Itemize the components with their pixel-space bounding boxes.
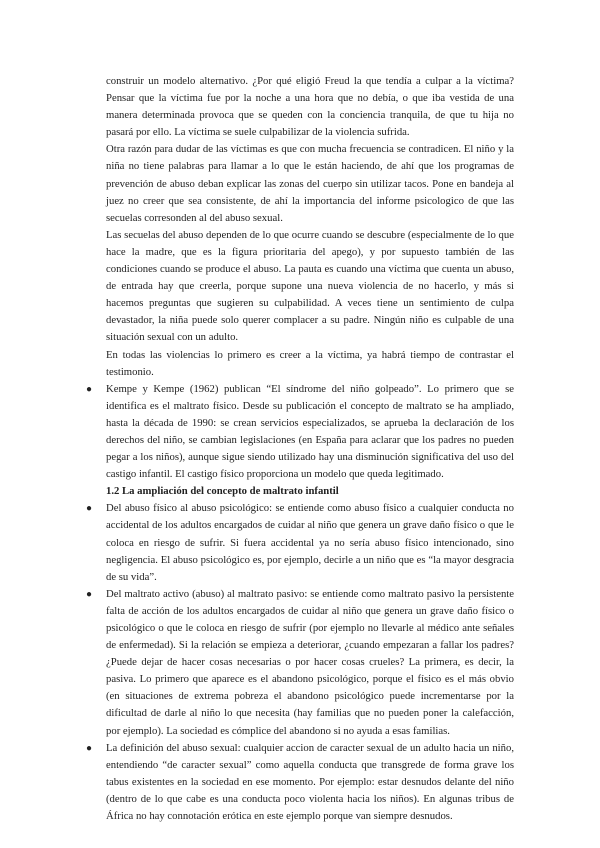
bullet-icon: ● [86,742,93,754]
paragraph: Las secuelas del abuso dependen de lo que ocurre cuando se descubre (especialmente de lo que hace la madre, que es la figura prioritaria del apego), y por supuesto también de las condiciones cuando se produce el abuso. La pauta es cuando una víctima que cuenta un abuso, de entrada hay que creerla, porque supone una nueva violencia de no hacerlo, y más si hacemos preguntas que sugieren su culpabilidad. A veces tiene un sentimiento de culpa devastador, la niña puede solo querer complacer a su padre. Ningún niño es culpable de una situación sexual con un adulto. [106,228,514,344]
bullet-text: Del maltrato activo (abuso) al maltrato pasivo: se entiende como maltrato pasivo la persistente falta de acción de los adultos encargados de cuidar al niño que genera un grave daño físico o psicológico o que le coloca en riesgo de sufrir (por ejemplo no llevarle al médico ante señales de enfermedad). Si la relación se empieza a deteriorar, ¿cuando empezaran a fallar los padres? ¿Puede dejar de hacer cosas necesarias o por hacer cosas crueles? La primera, es decir, la pasiva. Lo primero que aparece es el abandono psicológico, porque el físico es el más obvio (en situaciones de extrema pobreza el abandono psicológico puede incrementarse por la dificultad de darle al niño lo que necesita (hay familias que no pueden poner la calefacción, por ejemplo). La sociedad es cómplice del abandono si no ayuda a esas familias. [106,587,514,737]
bullet-item [86,381,514,484]
bullet-item [86,586,514,740]
bullet-icon: ● [86,503,93,515]
bullet-icon: ● [86,383,93,395]
bullet-text: Kempe y Kempe (1962) publican “El síndrome del niño golpeado”. Lo primero que se identifica es el maltrato físico. Desde su publicación el concepto de maltrato se ha ampliado, hasta la década de 1990: se crean servicios especializados, se aprueba la declaración de los derechos del niño, se cambian legislaciones (en España para aclarar que los padres no pueden pegar a los niños), aunque sigue siendo utilizado hay una disminución significativa del uso del castigo infantil. El castigo físico proporciona un modelo que queda legitimado. [106,382,514,481]
paragraph: construir un modelo alternativo. ¿Por qué eligió Freud la que tendía a culpar a la víctima? Pensar que la víctima fue por la noche a una hora que no debía, o que iba vestida de una manera determinada provoca que se queden con la conciencia tranquila, de que tu hija no pasará por ello. La víctima se suele culpabilizar de la violencia sufrida. [106,75,514,139]
paragraph: Otra razón para dudar de las víctimas es que con mucha frecuencia se contradicen. El niño y la niña no tiene palabras para llamar a lo que le están haciendo, de ahí que los programas de prevención de abuso deban explicar las zonas del cuerpo sin utilizar tacos. Pone en bandeja al juez no creer que sea consistente, de ahí la importancia del informe psicologico de que las secuelas corresonden al del abuso sexual. [106,143,514,224]
bullet-text: Del abuso físico al abuso psicológico: se entiende como abuso físico a cualquier conducta no accidental de los adultos encargados de cuidar al niño que genera un grave daño físico o que le coloca en riesgo de sufrir. Si fuera accidental ya no sería abuso físico intencionado, sino negligencia. El abuso psicológico es, por ejemplo, decirle a un niño que es “la mayor desgracia de su vida”. [106,502,514,583]
bullet-icon: ● [86,588,93,600]
bullet-item [86,500,514,585]
bullet-text: La definición del abuso sexual: cualquier accion de caracter sexual de un adulto hacia un niño, entendiendo “de caracter sexual” como aquella conducta que transgrede de forma grave los tabus existentes en la sociedad en ese momento. Por ejemplo: estar desnudos delante del niño (dentro de lo que cabe es una conducta poco violenta hacia los niños). En algunas tribus de África no hay connotación erótica en este ejemplo porque van siempre desnudos. [106,741,514,823]
paragraph: En todas las violencias lo primero es creer a la víctima, ya habrá tiempo de contrastar el testimonio. [106,348,514,378]
section-heading: 1.2 La ampliación del concepto de maltrato infantil [106,485,339,498]
bullet-item [86,740,514,825]
